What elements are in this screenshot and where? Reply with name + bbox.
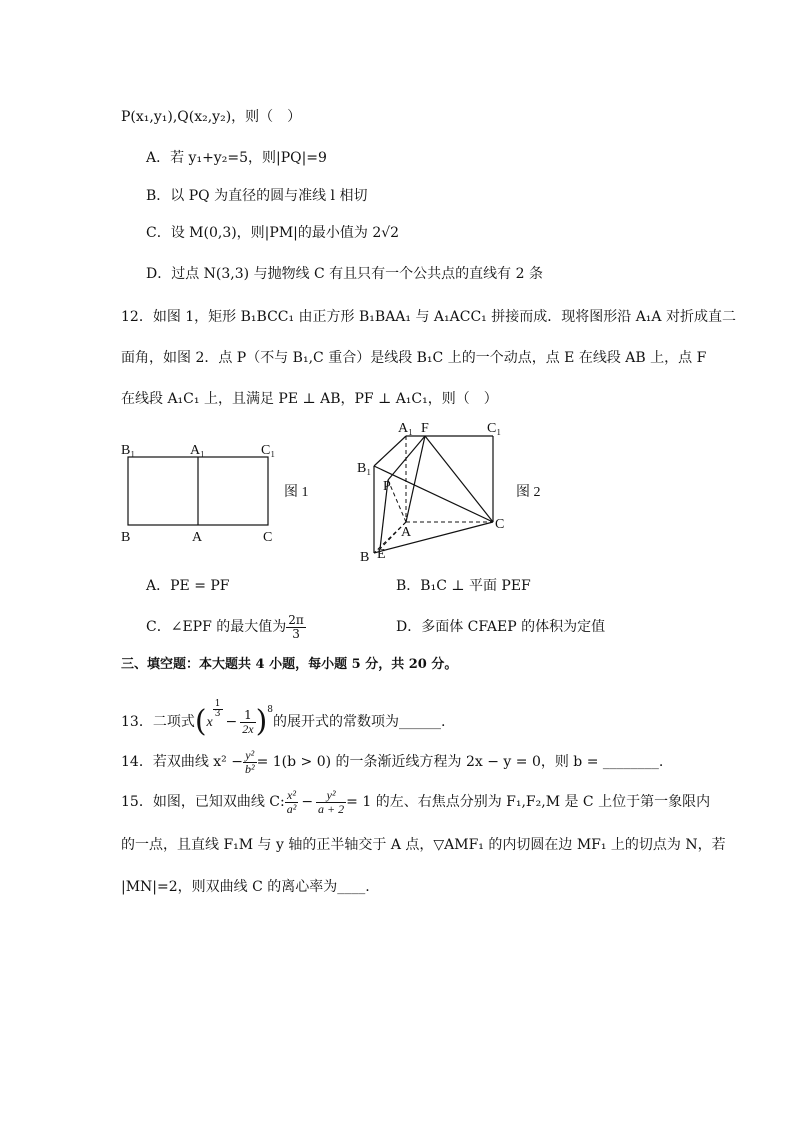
q12-option-d: D．多面体 CFAEP 的体积为定值 (396, 619, 606, 635)
fig2-label-p: P (383, 479, 391, 494)
fig2-edge-a1b1 (374, 436, 406, 466)
fig2-edge-bc (374, 522, 493, 553)
q11-option-a: A．若 y₁+y₂=5，则|PQ|=9 (146, 150, 327, 166)
q13-left-paren: ( (194, 704, 207, 739)
fig2-label-e: E (377, 547, 386, 562)
q15-prefix: 15．如图，已知双曲线 C: (121, 794, 285, 810)
fraction-denominator: a² (286, 801, 297, 816)
fraction-numerator: 2π (288, 612, 304, 627)
fig2-label-c1: C₁ (487, 421, 502, 436)
q12-option-c (146, 612, 306, 642)
fraction-numerator: y² (243, 749, 257, 763)
q11-intro: P(x₁,y₁),Q(x₂,y₂)，则（ ） (121, 109, 302, 125)
q12-option-a: A．PE = PF (146, 578, 230, 594)
q14 (121, 746, 663, 778)
q11-option-d: D．过点 N(3,3) 与抛物线 C 有且只有一个公共点的直线有 2 条 (146, 266, 543, 282)
q13-base: x (206, 715, 213, 730)
fraction-denominator: a + 2 (318, 801, 345, 816)
fig1-label-c: C (263, 530, 273, 545)
fraction-denominator: 2x (242, 721, 254, 736)
q15-fraction-1 (285, 789, 299, 816)
q15-line-1 (121, 786, 710, 818)
fig2-caption: 图 2 (516, 485, 541, 500)
section-3-heading: 三、填空题：本大题共 4 小题，每小题 5 分，共 20 分。 (121, 657, 458, 672)
fraction-numerator: y² (316, 789, 346, 803)
fraction-numerator: x² (285, 789, 299, 803)
q11-option-b: B．以 PQ 为直径的圆与准线 l 相切 (146, 188, 368, 204)
fig2-edge-b1c (374, 466, 493, 522)
fig2-label-f: F (421, 421, 429, 436)
fig2-label-a1: A₁ (398, 421, 413, 436)
q15-line-3: |MN|=2，则双曲线 C 的离心率为____. (121, 879, 370, 895)
fraction-denominator: b² (244, 761, 255, 776)
fig1-label-c1: C₁ (261, 443, 276, 458)
q13-fraction (240, 709, 255, 736)
q12-line-1: 12．如图 1，矩形 B₁BCC₁ 由正方形 B₁BAA₁ 与 A₁ACC₁ 拼接而成．现将图形沿 A₁A 对折成直二 (121, 309, 736, 325)
figure-1 (110, 432, 320, 550)
q13-right-paren: ) (255, 704, 268, 739)
exponent-numerator: 1 (214, 699, 221, 709)
q15-line-2: 的一点，且直线 F₁M 与 y 轴的正半轴交于 A 点，▽AMF₁ 的内切圆在边 MF₁ 上的切点为 N，若 (121, 837, 726, 853)
q12-option-c-fraction (286, 614, 306, 641)
q15-fraction-2 (316, 789, 346, 816)
exponent-denominator: 3 (214, 709, 221, 719)
fig2-label-a: A (401, 525, 412, 540)
q12-line-2: 面角，如图 2．点 P（不与 B₁,C 重合）是线段 B₁C 上的一个动点，点 E 在线段 AB 上，点 F (121, 350, 707, 366)
q14-prefix: 14．若双曲线 x² − (121, 754, 243, 770)
q14-suffix: = 1(b > 0) 的一条渐近线方程为 2x − y = 0，则 b = ________. (256, 754, 664, 770)
fig1-label-a1: A₁ (190, 443, 205, 458)
q15-minus: − (301, 794, 314, 810)
fig1-caption: 图 1 (284, 485, 309, 500)
q11-option-c: C．设 M(0,3)，则|PM|的最小值为 2√2 (146, 225, 400, 241)
fig2-label-b: B (360, 550, 370, 565)
fig2-edge-fa (406, 436, 425, 522)
q12-line-3: 在线段 A₁C₁ 上，且满足 PE ⊥ AB，PF ⊥ A₁C₁，则（ ） (121, 391, 498, 407)
q13-exponent (213, 700, 223, 719)
q13-prefix: 13．二项式 (121, 714, 195, 730)
fig2-label-c: C (495, 517, 505, 532)
fig1-label-b1: B₁ (121, 443, 136, 458)
fig1-label-a: A (192, 530, 203, 545)
figure-2 (350, 418, 560, 568)
q14-fraction (243, 749, 257, 776)
fig2-edge-fc (425, 436, 493, 522)
fig1-label-b: B (121, 530, 131, 545)
fig2-label-b1: B₁ (357, 461, 372, 476)
q12-option-b: B．B₁C ⊥ 平面 PEF (396, 578, 531, 594)
q13-minus: − (225, 714, 238, 730)
q13 (121, 692, 445, 741)
q12-option-c-text: C．∠EPF 的最大值为 (146, 619, 287, 635)
q15-suffix: = 1 的左、右焦点分别为 F₁,F₂,M 是 C 上位于第一象限内 (346, 794, 711, 810)
q13-power: 8 (267, 705, 274, 715)
fraction-denominator: 3 (292, 626, 300, 641)
fraction-numerator: 1 (240, 709, 255, 723)
q13-suffix: 的展开式的常数项为______. (273, 714, 446, 730)
